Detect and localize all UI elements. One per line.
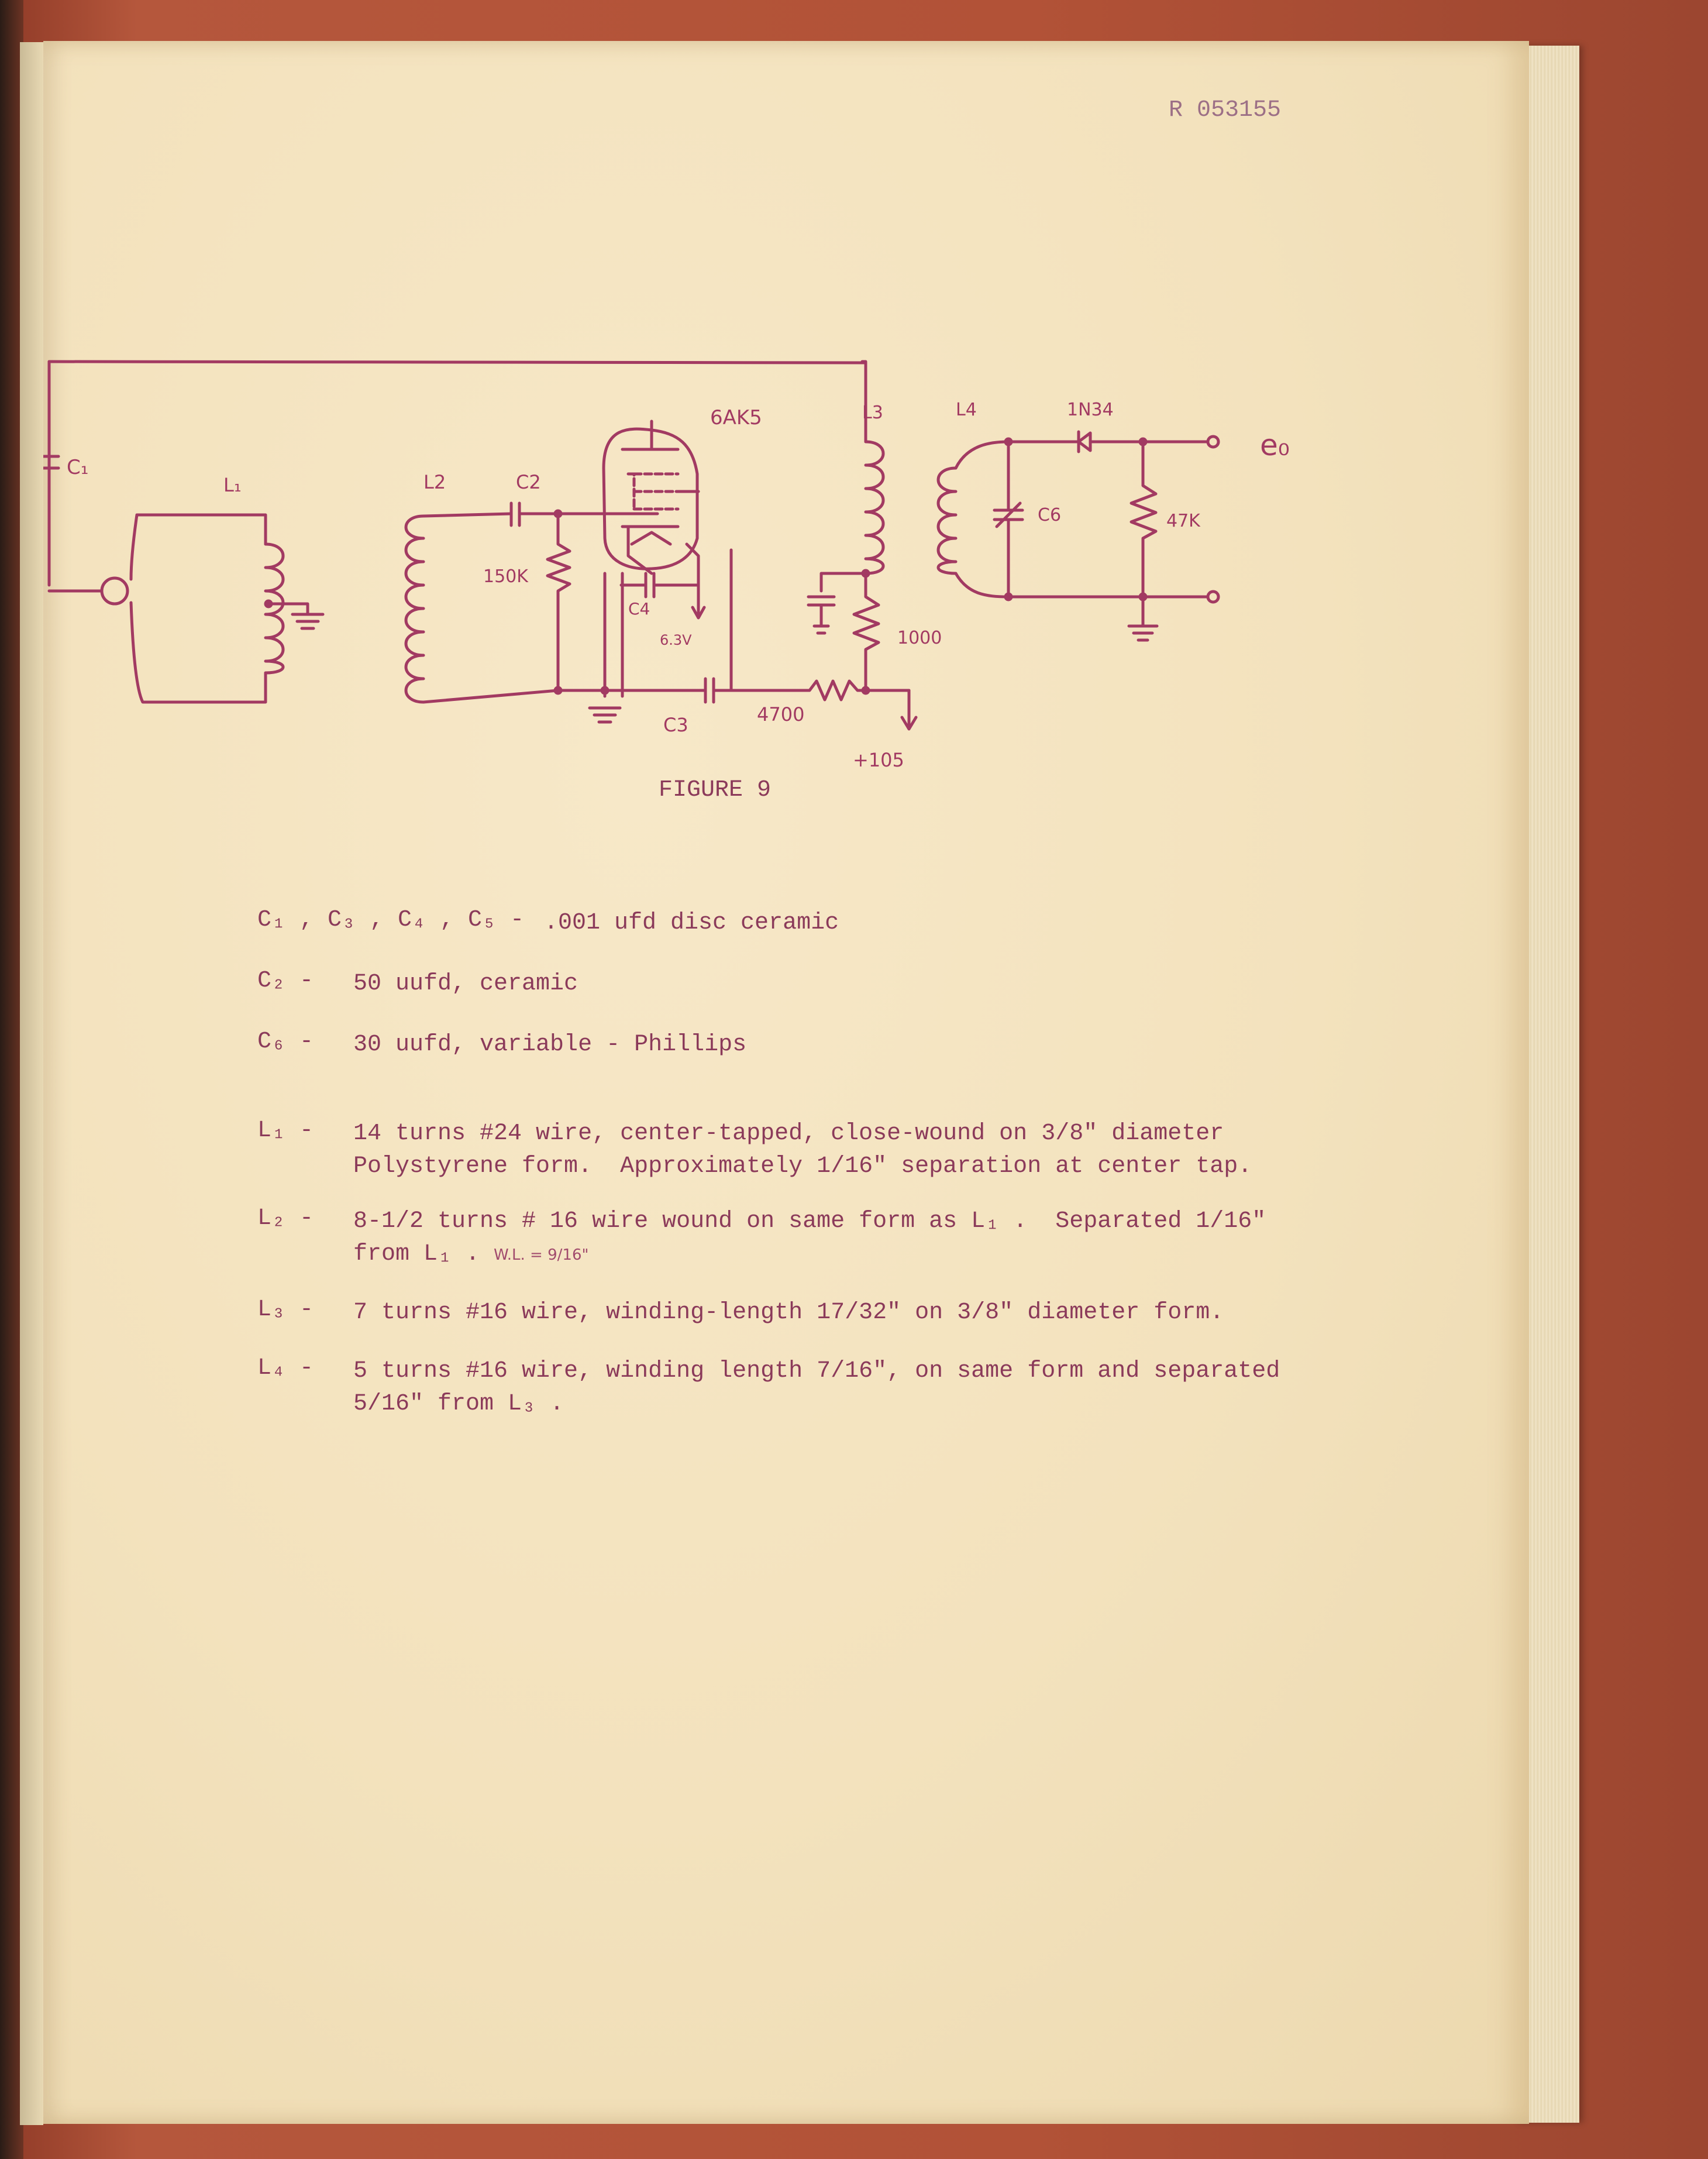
- part-designator: L₄ -: [257, 1355, 314, 1381]
- part-description-line: 8-1/2 turns # 16 wire wound on same form as L₁ . Separated 1/16": [353, 1208, 1266, 1235]
- tube-ground: [590, 708, 620, 722]
- part-description: [353, 1297, 1224, 1329]
- part-description: [353, 1118, 1252, 1183]
- part-description: [353, 1029, 746, 1061]
- tube-heater: [632, 532, 670, 544]
- label-l4: L4: [956, 400, 977, 420]
- part-description-line: 5/16" from L₃ .: [353, 1391, 564, 1417]
- circuit-schematic: [43, 298, 1529, 778]
- l3-coil: [866, 442, 883, 573]
- output-terminal-top: [1208, 436, 1218, 447]
- handwritten-annotation: W.L. = 9/16": [494, 1246, 589, 1264]
- part-description-line: .001 ufd disc ceramic: [544, 910, 839, 936]
- label-r150k: 150K: [483, 566, 528, 587]
- label-c2: C2: [516, 471, 541, 493]
- part-description-line: 50 uufd, ceramic: [353, 971, 578, 997]
- coupling-loop: [102, 578, 128, 604]
- l2-coil: [406, 516, 423, 702]
- output-terminal-bottom: [1208, 592, 1218, 602]
- document-page: [43, 41, 1529, 2124]
- part-description: [353, 968, 578, 1001]
- c6-capacitor: [994, 442, 1022, 597]
- tube-ground-wire: [605, 573, 622, 696]
- top-bus-wire: [49, 362, 866, 442]
- part-description-line: 7 turns #16 wire, winding-length 17/32" on 3/8" diameter form.: [353, 1299, 1224, 1326]
- part-designator: C₆ -: [257, 1029, 314, 1055]
- c1-capacitor: [43, 456, 58, 468]
- output-ground: [1129, 597, 1157, 640]
- label-r4700: 4700: [757, 703, 805, 726]
- r1000-resistor: [854, 573, 879, 690]
- label-output: e₀: [1260, 428, 1290, 462]
- label-heater: 6.3V: [660, 632, 692, 648]
- part-description-line: Polystyrene form. Approximately 1/16" separation at center tap.: [353, 1153, 1252, 1180]
- facing-page-edge: [20, 42, 43, 2125]
- document-number: R 053155: [1169, 97, 1282, 123]
- label-r47k: 47K: [1166, 511, 1200, 531]
- part-designator: C₂ -: [257, 968, 314, 994]
- part-description: [353, 1205, 1266, 1271]
- l4-top-wire: [956, 442, 1079, 468]
- l1-loop-wire: [131, 515, 266, 579]
- r150k-resistor: [547, 514, 570, 690]
- part-designator: L₃ -: [257, 1297, 314, 1323]
- part-description-line: from L₁ . W.L. = 9/16": [353, 1241, 589, 1267]
- part-description-line: 30 uufd, variable - Phillips: [353, 1032, 747, 1058]
- l4-bottom-wire: [956, 573, 1207, 597]
- part-description-line: 5 turns #16 wire, winding length 7/16", on same form and separated: [353, 1358, 1280, 1384]
- label-supply: +105: [853, 749, 904, 771]
- figure-caption: FIGURE 9: [659, 777, 772, 803]
- diode-1n34: [1079, 432, 1090, 452]
- c4-wire: [621, 544, 698, 585]
- l2-bottom-wire: [423, 690, 605, 702]
- label-l1: L₁: [223, 474, 242, 496]
- l1-loop-bottom-wire: [131, 603, 266, 702]
- part-description: [544, 907, 839, 940]
- part-designator: L₂ -: [257, 1205, 314, 1232]
- c3-right-wire: [714, 550, 731, 690]
- part-description-line: 14 turns #24 wire, center-tapped, close-wound on 3/8" diameter: [353, 1120, 1224, 1147]
- bypass-capacitor-wire: [821, 573, 866, 591]
- l4-coil: [938, 468, 956, 573]
- part-description: [353, 1355, 1280, 1421]
- label-r1000: 1000: [897, 628, 942, 648]
- l2-top-wire: [423, 514, 511, 516]
- label-l3: L3: [862, 403, 883, 423]
- bypass-ground: [814, 605, 828, 633]
- part-designator: L₁ -: [257, 1118, 314, 1144]
- label-diode: 1N34: [1067, 400, 1114, 420]
- heater-arrow: [693, 585, 704, 618]
- l1-coil: [266, 544, 283, 673]
- r47k-resistor: [1131, 442, 1156, 597]
- label-c4: C4: [628, 599, 650, 618]
- l1-ground: [292, 614, 323, 628]
- supply-arrow: [866, 690, 916, 729]
- tube-grids: [628, 474, 678, 509]
- part-designator: C₁ , C₃ , C₄ , C₅ -: [257, 907, 525, 933]
- label-tube: 6AK5: [710, 406, 762, 429]
- label-c1: C₁: [67, 456, 89, 479]
- label-l2: L2: [423, 471, 446, 493]
- label-c3: C3: [663, 714, 688, 736]
- label-c6: C6: [1038, 505, 1062, 525]
